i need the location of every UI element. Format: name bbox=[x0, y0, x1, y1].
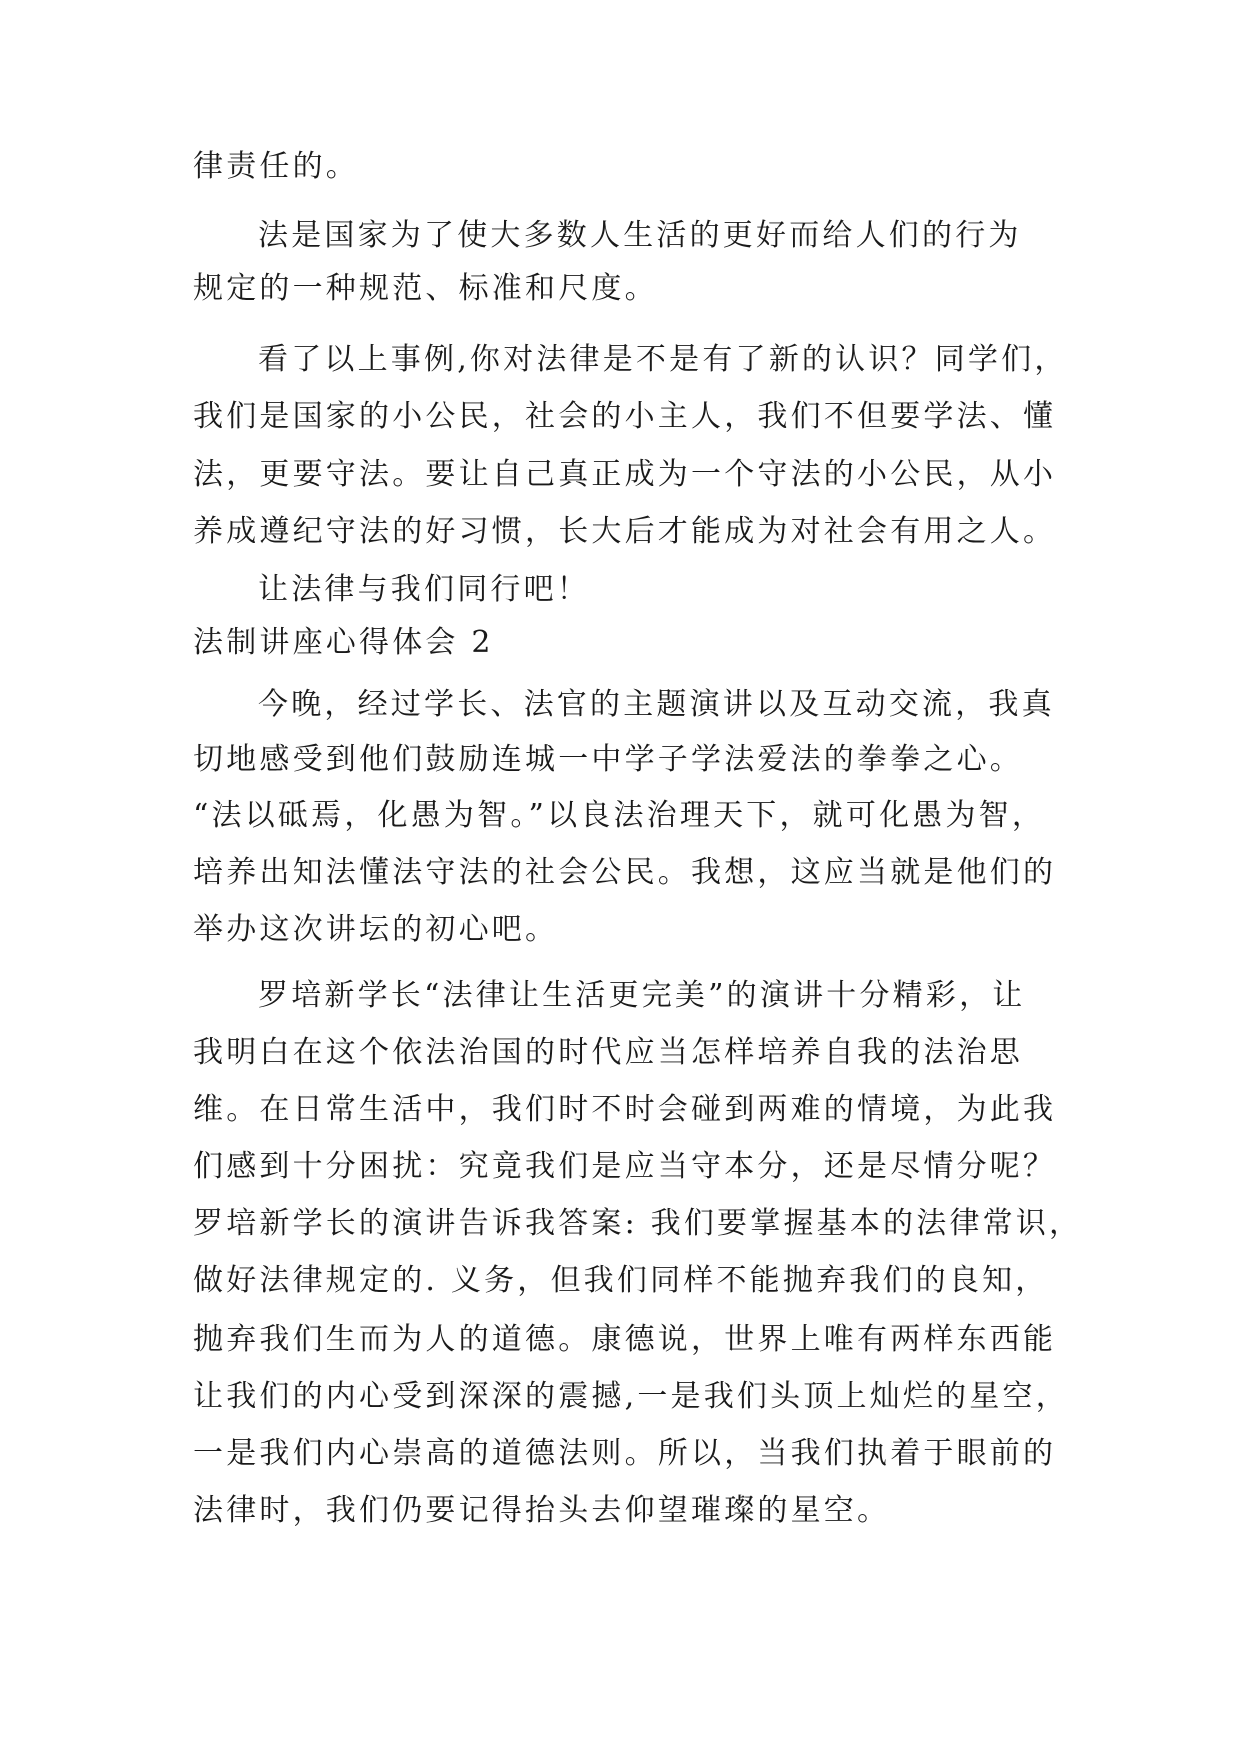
text-line: 罗培新学长的演讲告诉我答案: 我们要掌握基本的法律常识， bbox=[193, 1206, 1083, 1241]
text-line: 切地感受到他们鼓励连城一中学子学法爱法的拳拳之心。 bbox=[193, 742, 1023, 777]
text-line: 养成遵纪守法的好习惯，长大后才能成为对社会有用之人。 bbox=[193, 514, 1057, 549]
section-heading: 法制讲座心得体会 2 bbox=[193, 625, 494, 660]
paragraph-start-line: 今晚，经过学长、法官的主题演讲以及互动交流，我真 bbox=[258, 687, 1055, 722]
text-line: 抛弃我们生而为人的道德。康德说，世界上唯有两样东西能 bbox=[193, 1322, 1057, 1357]
text-line: 举办这次讲坛的初心吧。 bbox=[193, 912, 559, 947]
text-line: 培养出知法懂法守法的社会公民。我想，这应当就是他们的 bbox=[193, 855, 1057, 890]
paragraph-start-line: 法是国家为了使大多数人生活的更好而给人们的行为 bbox=[258, 218, 1022, 253]
text-line: 我们是国家的小公民，社会的小主人，我们不但要学法、懂 bbox=[193, 399, 1057, 434]
text-line: 规定的一种规范、标准和尺度。 bbox=[193, 271, 658, 306]
text-line: 维。在日常生活中，我们时不时会碰到两难的情境，为此我 bbox=[193, 1092, 1057, 1127]
text-line: 法，更要守法。要让自己真正成为一个守法的小公民，从小 bbox=[193, 457, 1057, 492]
text-line: 让我们的内心受到深深的震撼,一是我们头顶上灿烂的星空， bbox=[193, 1379, 1069, 1414]
text-line: 做好法律规定的. 义务，但我们同样不能抛弃我们的良知， bbox=[193, 1263, 1049, 1298]
text-line: 律责任的。 bbox=[193, 149, 359, 184]
text-line: 法律时，我们仍要记得抬头去仰望璀璨的星空。 bbox=[193, 1493, 891, 1528]
paragraph-start-line: 让法律与我们同行吧！ bbox=[258, 572, 590, 607]
paragraph-start-line: 罗培新学长“法律让生活更完美”的演讲十分精彩，让 bbox=[258, 978, 1026, 1013]
paragraph-start-line: 看了以上事例,你对法律是不是有了新的认识？同学们， bbox=[258, 342, 1068, 377]
text-line: 我明白在这个依法治国的时代应当怎样培养自我的法治思 bbox=[193, 1035, 1023, 1070]
text-line: “法以砥焉，化愚为智。”以良法治理天下，就可化愚为智， bbox=[193, 798, 1046, 833]
text-line: 一是我们内心崇高的道德法则。所以，当我们执着于眼前的 bbox=[193, 1436, 1057, 1471]
text-line: 们感到十分困扰：究竟我们是应当守本分，还是尽情分呢？ bbox=[193, 1149, 1057, 1184]
